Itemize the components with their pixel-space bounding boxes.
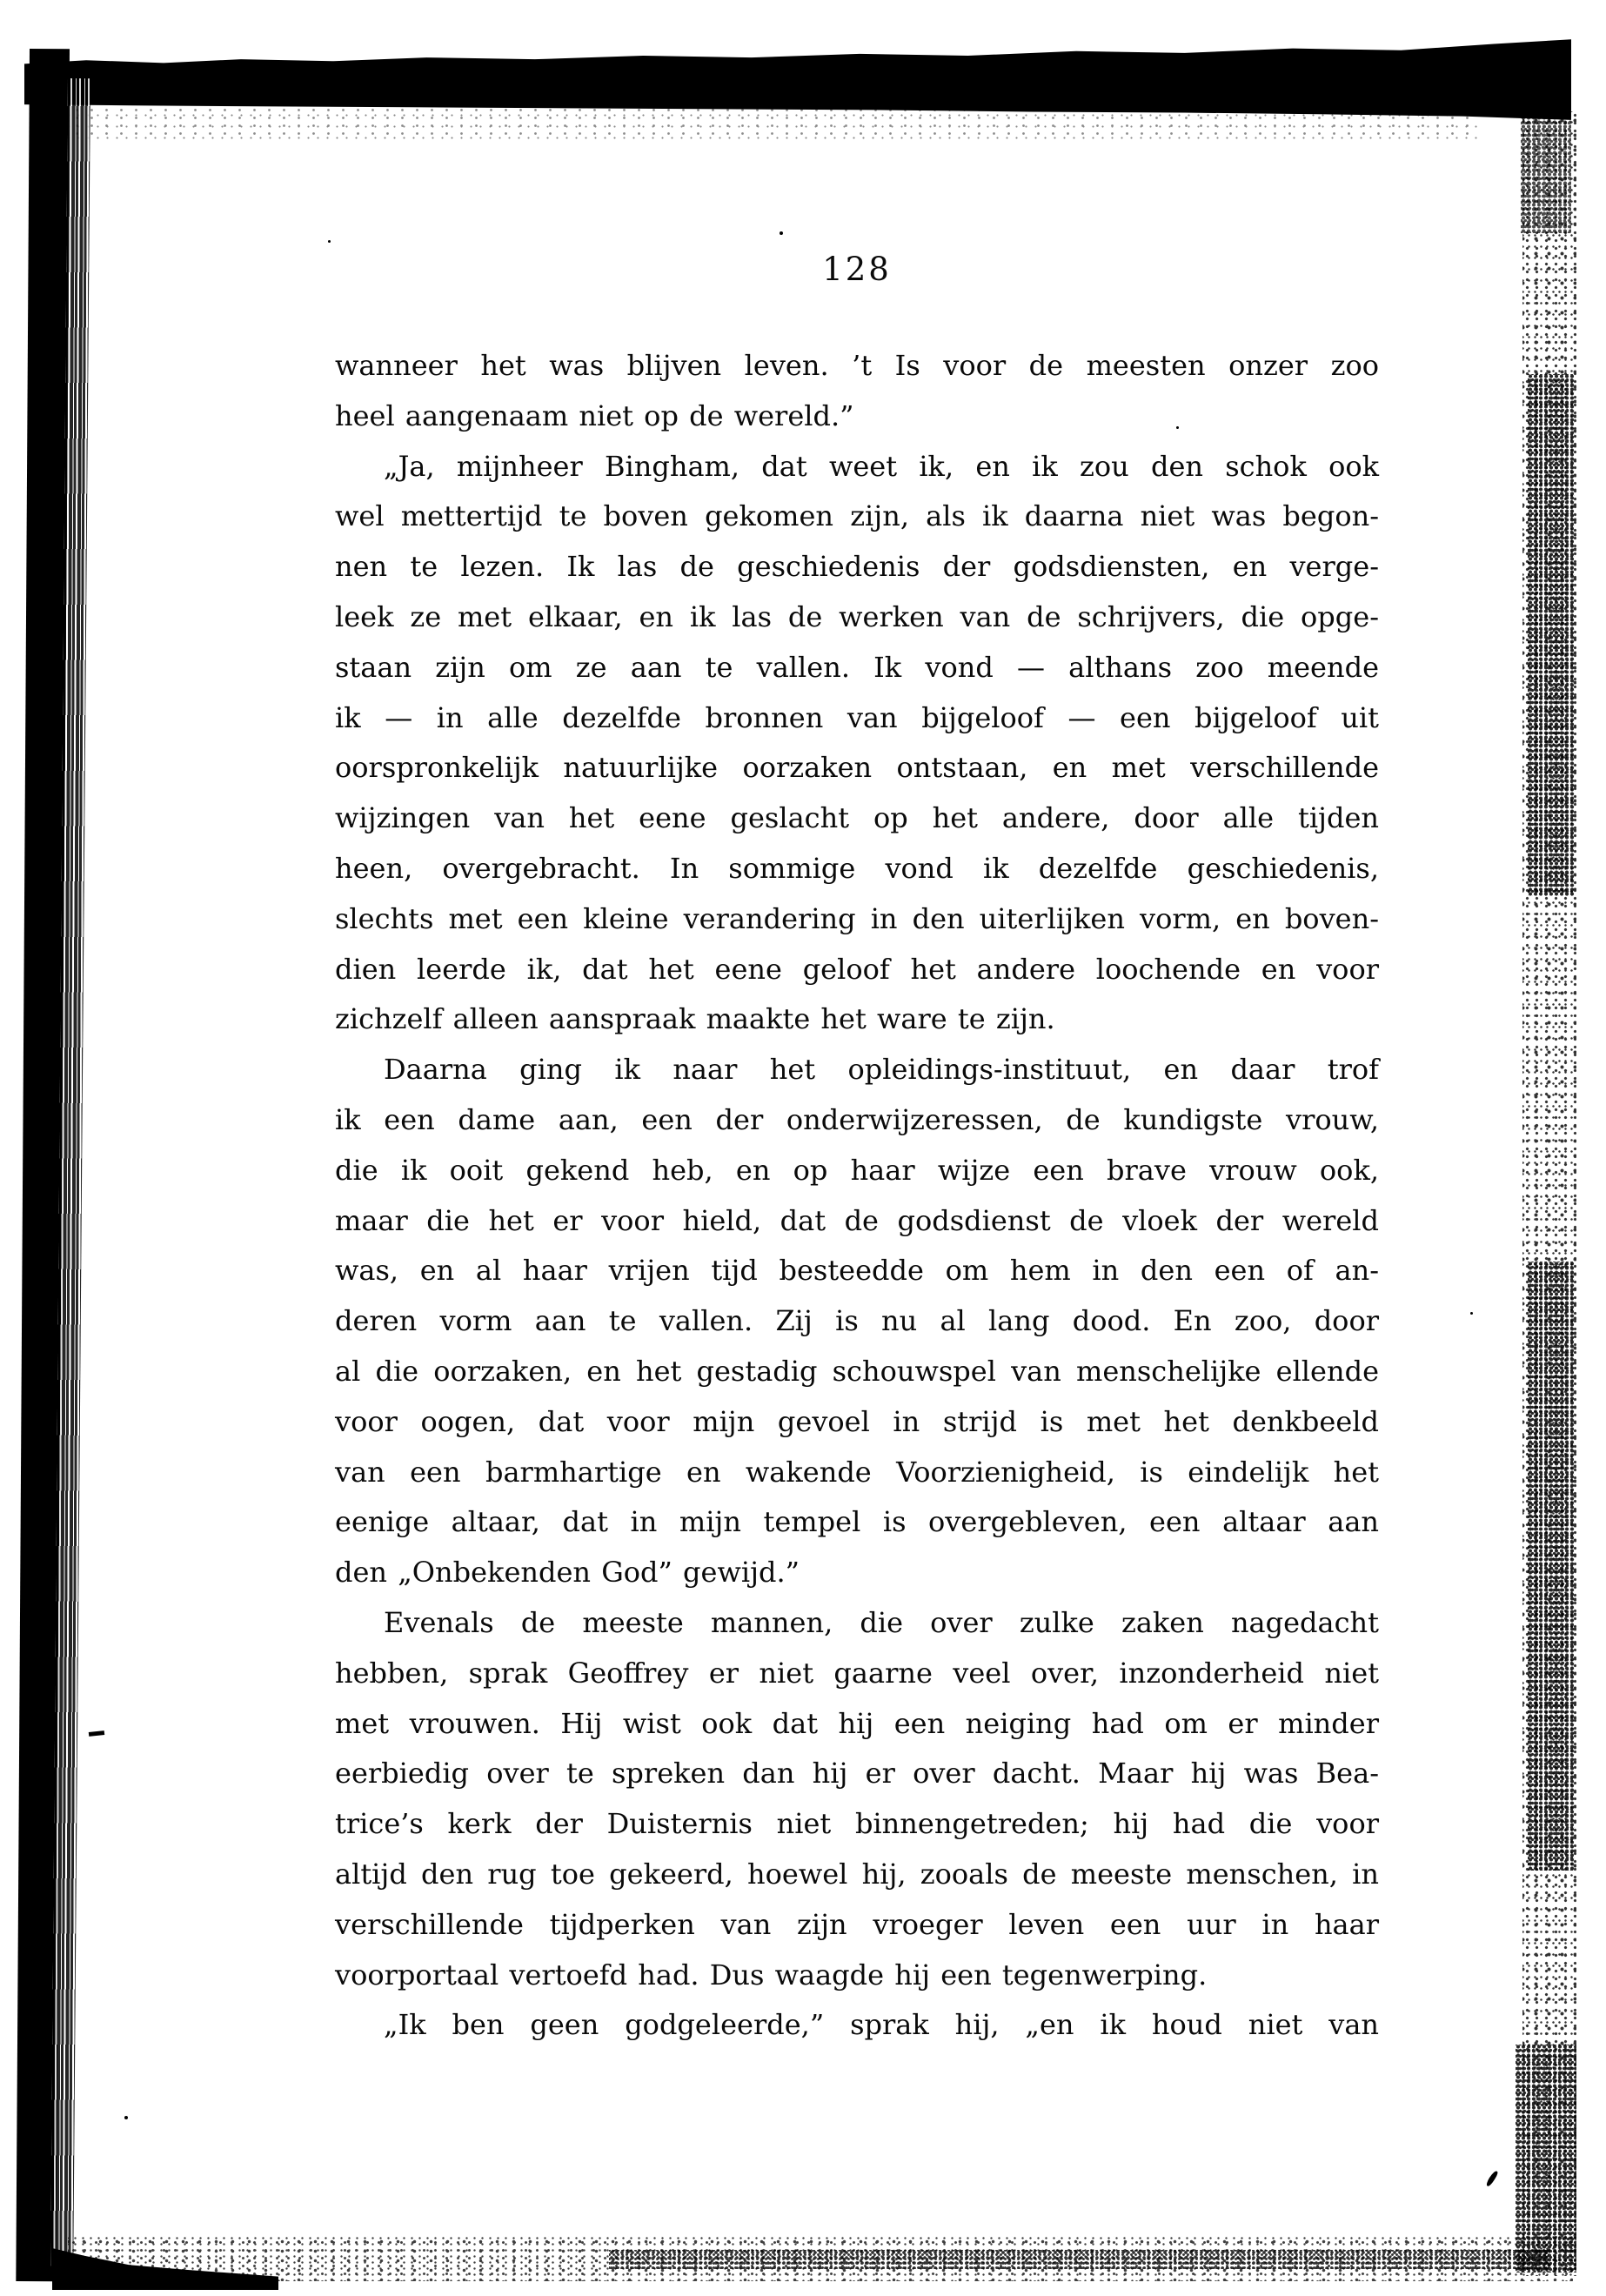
scan-right-blob [1521,111,1571,233]
scan-right-blob [1528,1262,1575,1871]
scan-speck [328,240,331,243]
text-line: staan zijn om ze aan te vallen. Ik vond — althans zoo meende [335,650,1379,684]
text-line: Evenals de meeste mannen, die over zulke zaken nagedacht [384,1605,1379,1639]
text-line: eerbiedig over te spreken dan hij er over dacht. Maar hij was Bea- [335,1757,1379,1791]
scan-top-fuzz [70,106,1479,139]
text-line: dien leerde ik, dat het eene geloof het andere loochende en voor [335,952,1379,986]
text-line: ik — in alle dezelfde bronnen van bijgeloof — een bijgeloof uit [335,700,1379,734]
text-line: maar die het er voor hield, dat de godsdienst de vloek der wereld [335,1203,1379,1237]
text-line: deren vorm aan te vallen. Zij is nu al lang dood. En zoo, door [335,1304,1379,1338]
text-line: „Ik ben geen godgeleerde,” sprak hij, „en ik houd niet van [384,2008,1379,2042]
scan-bottom-border-dense [609,2250,1549,2269]
margin-mark [89,1730,104,1737]
scan-right-blob [1528,374,1575,896]
scan-speck [780,231,783,235]
text-line: voor oogen, dat voor mijn gevoel in strijd is met het denkbeeld [335,1404,1379,1438]
text-line: den „Onbekenden God” gewijd.” [335,1556,800,1590]
text-line: was, en al haar vrijen tijd besteedde om hem in den een of an- [335,1254,1379,1288]
text-line: trice’s kerk der Duisternis niet binnengetreden; hij had die voor [335,1807,1379,1841]
text-line: wanneer het was blijven leven. ’t Is voor de meesten onzer zoo [335,349,1379,382]
text-line: die ik ooit gekend heb, en op haar wijze een brave vrouw ook, [335,1153,1379,1187]
page-number: 128 [822,251,892,288]
text-line: hebben, sprak Geoffrey er niet gaarne veel over, inzonderheid niet [335,1656,1379,1690]
text-line: verschillende tijdperken van zijn vroeger leven een uur in haar [335,1907,1379,1941]
text-line: heel aangenaam niet op de wereld.” [335,398,854,432]
text-line: van een barmhartige en wakende Voorzienigheid, is eindelijk het [335,1455,1379,1489]
text-line: wijzingen van het eene geslacht op het andere, door alle tijden [335,801,1379,835]
text-line: „Ja, mijnheer Bingham, dat weet ik, en ik zou den schok ook [384,449,1379,483]
text-line: met vrouwen. Hij wist ook dat hij een neiging had om er minder [335,1706,1379,1740]
scan-speck [124,2116,128,2119]
text-line: leek ze met elkaar, en ik las de werken van de schrijvers, die opge- [335,599,1379,633]
scan-speck [1470,1312,1473,1315]
text-line: wel mettertijd te boven gekomen zijn, als ik daarna niet was begon- [335,499,1379,533]
text-line: oorspronkelijk natuurlijke oorzaken ontstaan, en met verschillende [335,751,1379,785]
text-line: ik een dame aan, een der onderwijzeressen, de kundigste vrouw, [335,1102,1379,1136]
text-line: zichzelf alleen aanspraak maakte het ware te zijn. [335,1002,1055,1036]
text-line: nen te lezen. Ik las de geschiedenis der godsdiensten, en verge- [335,550,1379,584]
pen-mark [1485,2170,1499,2187]
text-line: altijd den rug toe gekeerd, hoewel hij, zooals de meeste menschen, in [335,1857,1379,1891]
text-line: eenige altaar, dat in mijn tempel is overgebleven, een altaar aan [335,1505,1379,1539]
text-line: voorportaal vertoefd had. Dus waagde hij een tegenwerping. [335,1958,1208,1991]
text-line: al die oorzaken, en het gestadig schouwspel van menschelijke ellende [335,1354,1379,1388]
text-block [335,341,1379,2051]
text-line: heen, overgebracht. In sommige vond ik dezelfde geschiedenis, [335,851,1379,885]
text-line: Daarna ging ik naar het opleidings-instituut, en daar trof [384,1053,1379,1087]
text-line: slechts met een kleine verandering in den uiterlijken vorm, en boven- [335,901,1379,935]
